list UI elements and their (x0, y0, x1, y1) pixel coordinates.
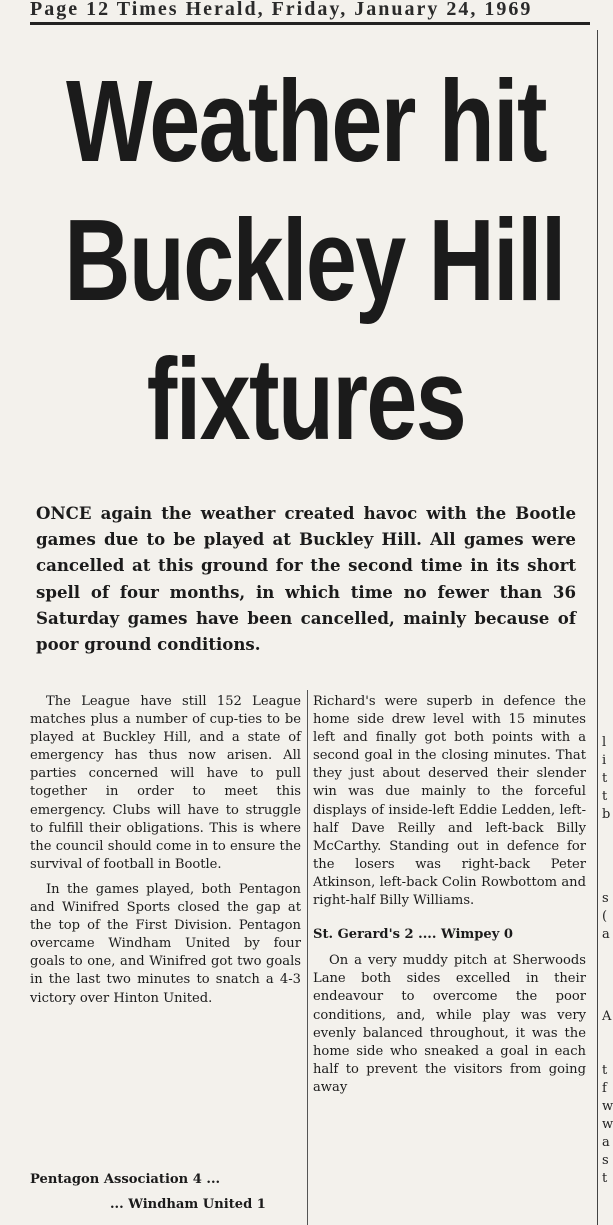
edge-fragment: w (602, 1099, 613, 1114)
headline-line-2: Buckley Hill (64, 195, 565, 325)
standfirst: ONCE again the weather created havoc with the Bootle games due to be played at Buckley Hill. All games were cancelled at this ground for the second time in its short spell of four months, in which time no fewer than 36 Saturday games have been cancelled, mainly because of poor ground conditions. (36, 503, 576, 655)
edge-fragment: i (602, 753, 607, 768)
headline-line-3: fixtures (146, 334, 466, 464)
edge-fragment: a (602, 1135, 610, 1150)
edge-fragment: s (602, 891, 609, 906)
page-folio: Page 12 Times Herald, Friday, January 24, 1969 (30, 0, 533, 20)
cropped-adjacent-column (600, 0, 612, 1225)
edge-fragment: a (602, 927, 610, 942)
edge-fragment: t (602, 789, 608, 804)
edge-fragment: f (602, 1081, 607, 1096)
edge-fragment: l (602, 735, 607, 750)
edge-fragment: ( (602, 909, 608, 924)
left-paragraph-2: In the games played, both Pentagon and Winifred Sports closed the gap at the top of the First Division. Pentagon overcame Windham United by four goals to one, and Winifred got two goals in the last two minutes to snatch a 4-3 victory over Hinton United. (30, 881, 301, 1006)
edge-fragment: t (602, 771, 608, 786)
right-column-divider (597, 30, 598, 1225)
edge-fragment: b (602, 807, 611, 822)
result-pentagon: Pentagon Association 4 ... (30, 1172, 221, 1187)
edge-fragment: t (602, 1063, 608, 1078)
edge-fragment: s (602, 1153, 609, 1168)
middle-paragraph-2: On a very muddy pitch at Sherwoods Lane both sides excelled in their endeavour to overcome the poor conditions, and, while play was very evenly balanced throughout, it was the home side who sneaked a goal in each half to prevent the visitors from going away (313, 953, 586, 1095)
folio-rule (30, 22, 590, 25)
headline-line-1: Weather hit (66, 56, 546, 186)
column-divider (307, 690, 308, 1225)
edge-fragment: A (602, 1009, 612, 1024)
edge-fragment: t (602, 1171, 608, 1186)
edge-fragment: w (602, 1117, 613, 1132)
article-column-left (30, 693, 301, 1008)
article-column-middle (313, 693, 586, 1097)
left-paragraph-1: The League have still 152 League matches plus a number of cup-ties to be played at Buckley Hill, and a state of emergency has thus now arisen. All parties concerned will have to pull together in order to meet this emergency. Clubs will have to struggle to fulfill their obligations. This is where the council should come in to ensure the survival of football in Bootle. (30, 694, 301, 872)
result-st-gerards: St. Gerard's 2 .... Wimpey 0 (313, 927, 514, 943)
headline (64, 52, 565, 469)
middle-paragraph-1: Richard's were superb in defence the home side drew level with 15 minutes left and finally got both points with a second goal in the closing minutes. That they just about deserved their slender win was due mainly to the forceful displays of inside-left Eddie Ledden, left-half Dave Reilly and left-back Billy McCarthy. Standing out in defence for the losers was right-back Peter Atkinson, left-back Colin Rowbottom and right-half Billy Williams. (313, 694, 586, 909)
result-windham: ... Windham United 1 (110, 1197, 266, 1212)
